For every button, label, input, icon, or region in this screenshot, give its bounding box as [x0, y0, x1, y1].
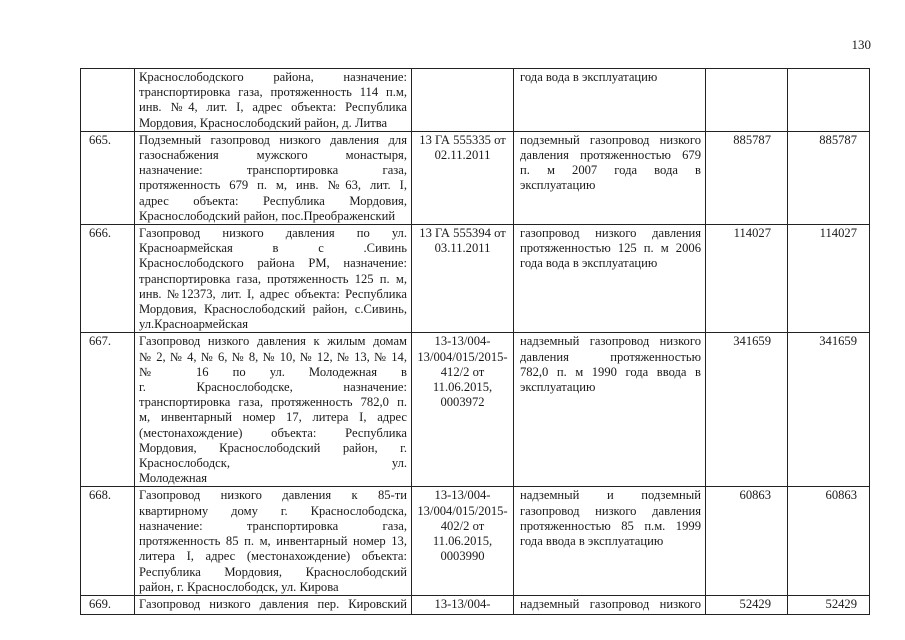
description-line: инв. №12373, лит. I, адрес объекта: Республика [139, 286, 407, 301]
description-line: газоснабжения мужского монастыря, [139, 148, 407, 163]
description-line: м, инвентарный номер 17, литера I, адрес [139, 410, 407, 425]
registration-line: 11.06.2015, [432, 380, 493, 395]
registration-cell [412, 487, 514, 595]
registration-cell [412, 131, 514, 224]
row-number-cell: 665. [81, 131, 135, 224]
registration-line: 13-13/004- [434, 488, 491, 503]
description-line: назначение: транспортировка газа, [139, 163, 407, 178]
object-description-cell [135, 487, 412, 595]
description-line: инв. №4, лит. I, адрес объекта: Республика [139, 100, 407, 115]
row-number-cell: 667. [81, 333, 135, 487]
note-cell [514, 487, 706, 595]
row-number-cell: 668. [81, 487, 135, 595]
note-cell [514, 69, 706, 132]
value-cell: 60863 [706, 487, 788, 595]
row-number-cell: 669. [81, 595, 135, 614]
value-cell: 114027 [706, 225, 788, 333]
registration-line: 13 ГА 555394 от [419, 226, 506, 241]
description-line: Краснослободского района, назначение: [139, 70, 407, 84]
registration-cell [412, 69, 514, 132]
note-line: эксплуатацию [520, 178, 596, 193]
description-line: Газопровод низкого давления к жилым домам [139, 334, 407, 349]
registration-line: 13-13/004- [434, 596, 491, 611]
registration-cell [412, 333, 514, 487]
table-row [81, 69, 870, 132]
description-line: Газопровод низкого давления по ул. [139, 226, 407, 241]
description-line: Газопровод низкого давления к 85-ти [139, 488, 407, 503]
registration-line: 13/004/015/2015- [417, 503, 508, 518]
description-line: ул.Красноармейская [139, 317, 248, 332]
description-line: г. Краснослободске, назначение: [139, 380, 407, 395]
note-cell [514, 225, 706, 333]
table-row [81, 225, 870, 333]
registration-line: 13-13/004- [434, 334, 491, 349]
registration-cell [412, 595, 514, 614]
value-cell [788, 69, 870, 132]
description-line: квартирному дому г. Краснослободска, [139, 503, 407, 518]
note-line: давления протяженностью 679 [520, 148, 701, 163]
description-line: Мордовия, Краснослободский район, г. [139, 440, 407, 455]
description-line: район, г. Краснослободск, ул. Кирова [139, 579, 339, 594]
object-description-cell [135, 131, 412, 224]
description-line: Молодежная [139, 471, 208, 486]
note-line: надземный газопровод низкого [520, 596, 701, 611]
registration-line: 402/2 от [440, 518, 485, 533]
description-line: литера I, адрес (местонахождение) объекта: [139, 549, 407, 564]
description-line: Газопровод низкого давления пер. Кировский [139, 596, 407, 611]
value-cell: 114027 [788, 225, 870, 333]
table-row [81, 333, 870, 487]
description-line: Красноармейская в с .Сивинь [139, 241, 407, 256]
description-line: № 2, № 4, № 6, № 8, № 10, № 12, № 13, № 14, [139, 349, 407, 364]
registration-line: 13/004/015/2015- [417, 349, 508, 364]
registration-line: 0003972 [440, 395, 485, 410]
description-line: адрес объекта: Республика Мордовия, [139, 193, 407, 208]
registration-line: 13 ГА 555335 от [419, 132, 506, 147]
description-line: транспортировка газа, протяженность 782,0 п. [139, 395, 407, 410]
page-number: 130 [851, 37, 871, 52]
object-description-cell [135, 333, 412, 487]
object-description-cell [135, 595, 412, 614]
object-description-cell [135, 225, 412, 333]
registration-line: 0003990 [440, 549, 485, 564]
value-cell: 885787 [788, 131, 870, 224]
value-cell: 60863 [788, 487, 870, 595]
row-number-cell: 666. [81, 225, 135, 333]
note-line: надземный газопровод низкого [520, 334, 701, 349]
value-cell: 52429 [788, 595, 870, 614]
note-cell [514, 333, 706, 487]
table-row [81, 131, 870, 224]
description-line: № 16 по ул. Молодежная в [139, 364, 407, 379]
note-line: года ввода в эксплуатацию [520, 534, 664, 549]
description-line: протяженность 85 п. м, инвентарный номер 13, [139, 534, 407, 549]
registration-line: 03.11.2011 [434, 241, 491, 256]
value-cell: 341659 [788, 333, 870, 487]
table-row [81, 595, 870, 614]
note-line: давления протяженностью [520, 349, 701, 364]
table-row [81, 487, 870, 595]
value-cell [706, 69, 788, 132]
description-line: Краснослободск, ул. [139, 456, 407, 471]
note-line: эксплуатацию [520, 380, 596, 395]
note-line: года вода в эксплуатацию [520, 70, 658, 84]
note-line: 782,0 п. м 1990 года ввода в [520, 364, 701, 379]
description-line: протяженность 679 п. м, инв. №63, лит. I, [139, 178, 407, 193]
registration-line: 412/2 от [440, 364, 485, 379]
description-line: Краснослободский район, пос.Преображенский [139, 208, 396, 223]
note-line: газопровод низкого давления [520, 503, 701, 518]
note-line: надземный и подземный [520, 488, 701, 503]
description-line: Республика Мордовия, Краснослободский [139, 564, 407, 579]
note-line: года вода в эксплуатацию [520, 256, 658, 271]
description-line: Подземный газопровод низкого давления для [139, 132, 407, 147]
row-number-cell [81, 69, 135, 132]
value-cell: 341659 [706, 333, 788, 487]
object-description-cell [135, 69, 412, 132]
note-line: подземный газопровод низкого [520, 132, 701, 147]
value-cell: 885787 [706, 131, 788, 224]
description-line: назначение: транспортировка газа, [139, 518, 407, 533]
note-line: протяженностью 125 п. м 2006 [520, 241, 701, 256]
registration-cell [412, 225, 514, 333]
registration-line: 11.06.2015, [432, 534, 493, 549]
value-cell: 52429 [706, 595, 788, 614]
property-register-table [80, 68, 870, 615]
note-cell [514, 595, 706, 614]
description-line: Краснослободского района РМ, назначение: [139, 256, 407, 271]
note-line: п. м 2007 года вода в [520, 163, 701, 178]
note-cell [514, 131, 706, 224]
note-line: протяженностью 85 п.м. 1999 [520, 518, 701, 533]
description-line: транспортировка газа, протяженность 114 п.м, [139, 85, 407, 100]
description-line: Мордовия, Краснослободский район, д. Литва [139, 115, 388, 130]
note-line: газопровод низкого давления [520, 226, 701, 241]
registration-line: 02.11.2011 [434, 148, 491, 163]
description-line: транспортировка газа, протяженность 125 п. м, [139, 271, 407, 286]
description-line: (местонахождение) объекта: Республика [139, 425, 407, 440]
description-line: Мордовия, Краснослободский район, с.Сивинь, [139, 302, 407, 317]
